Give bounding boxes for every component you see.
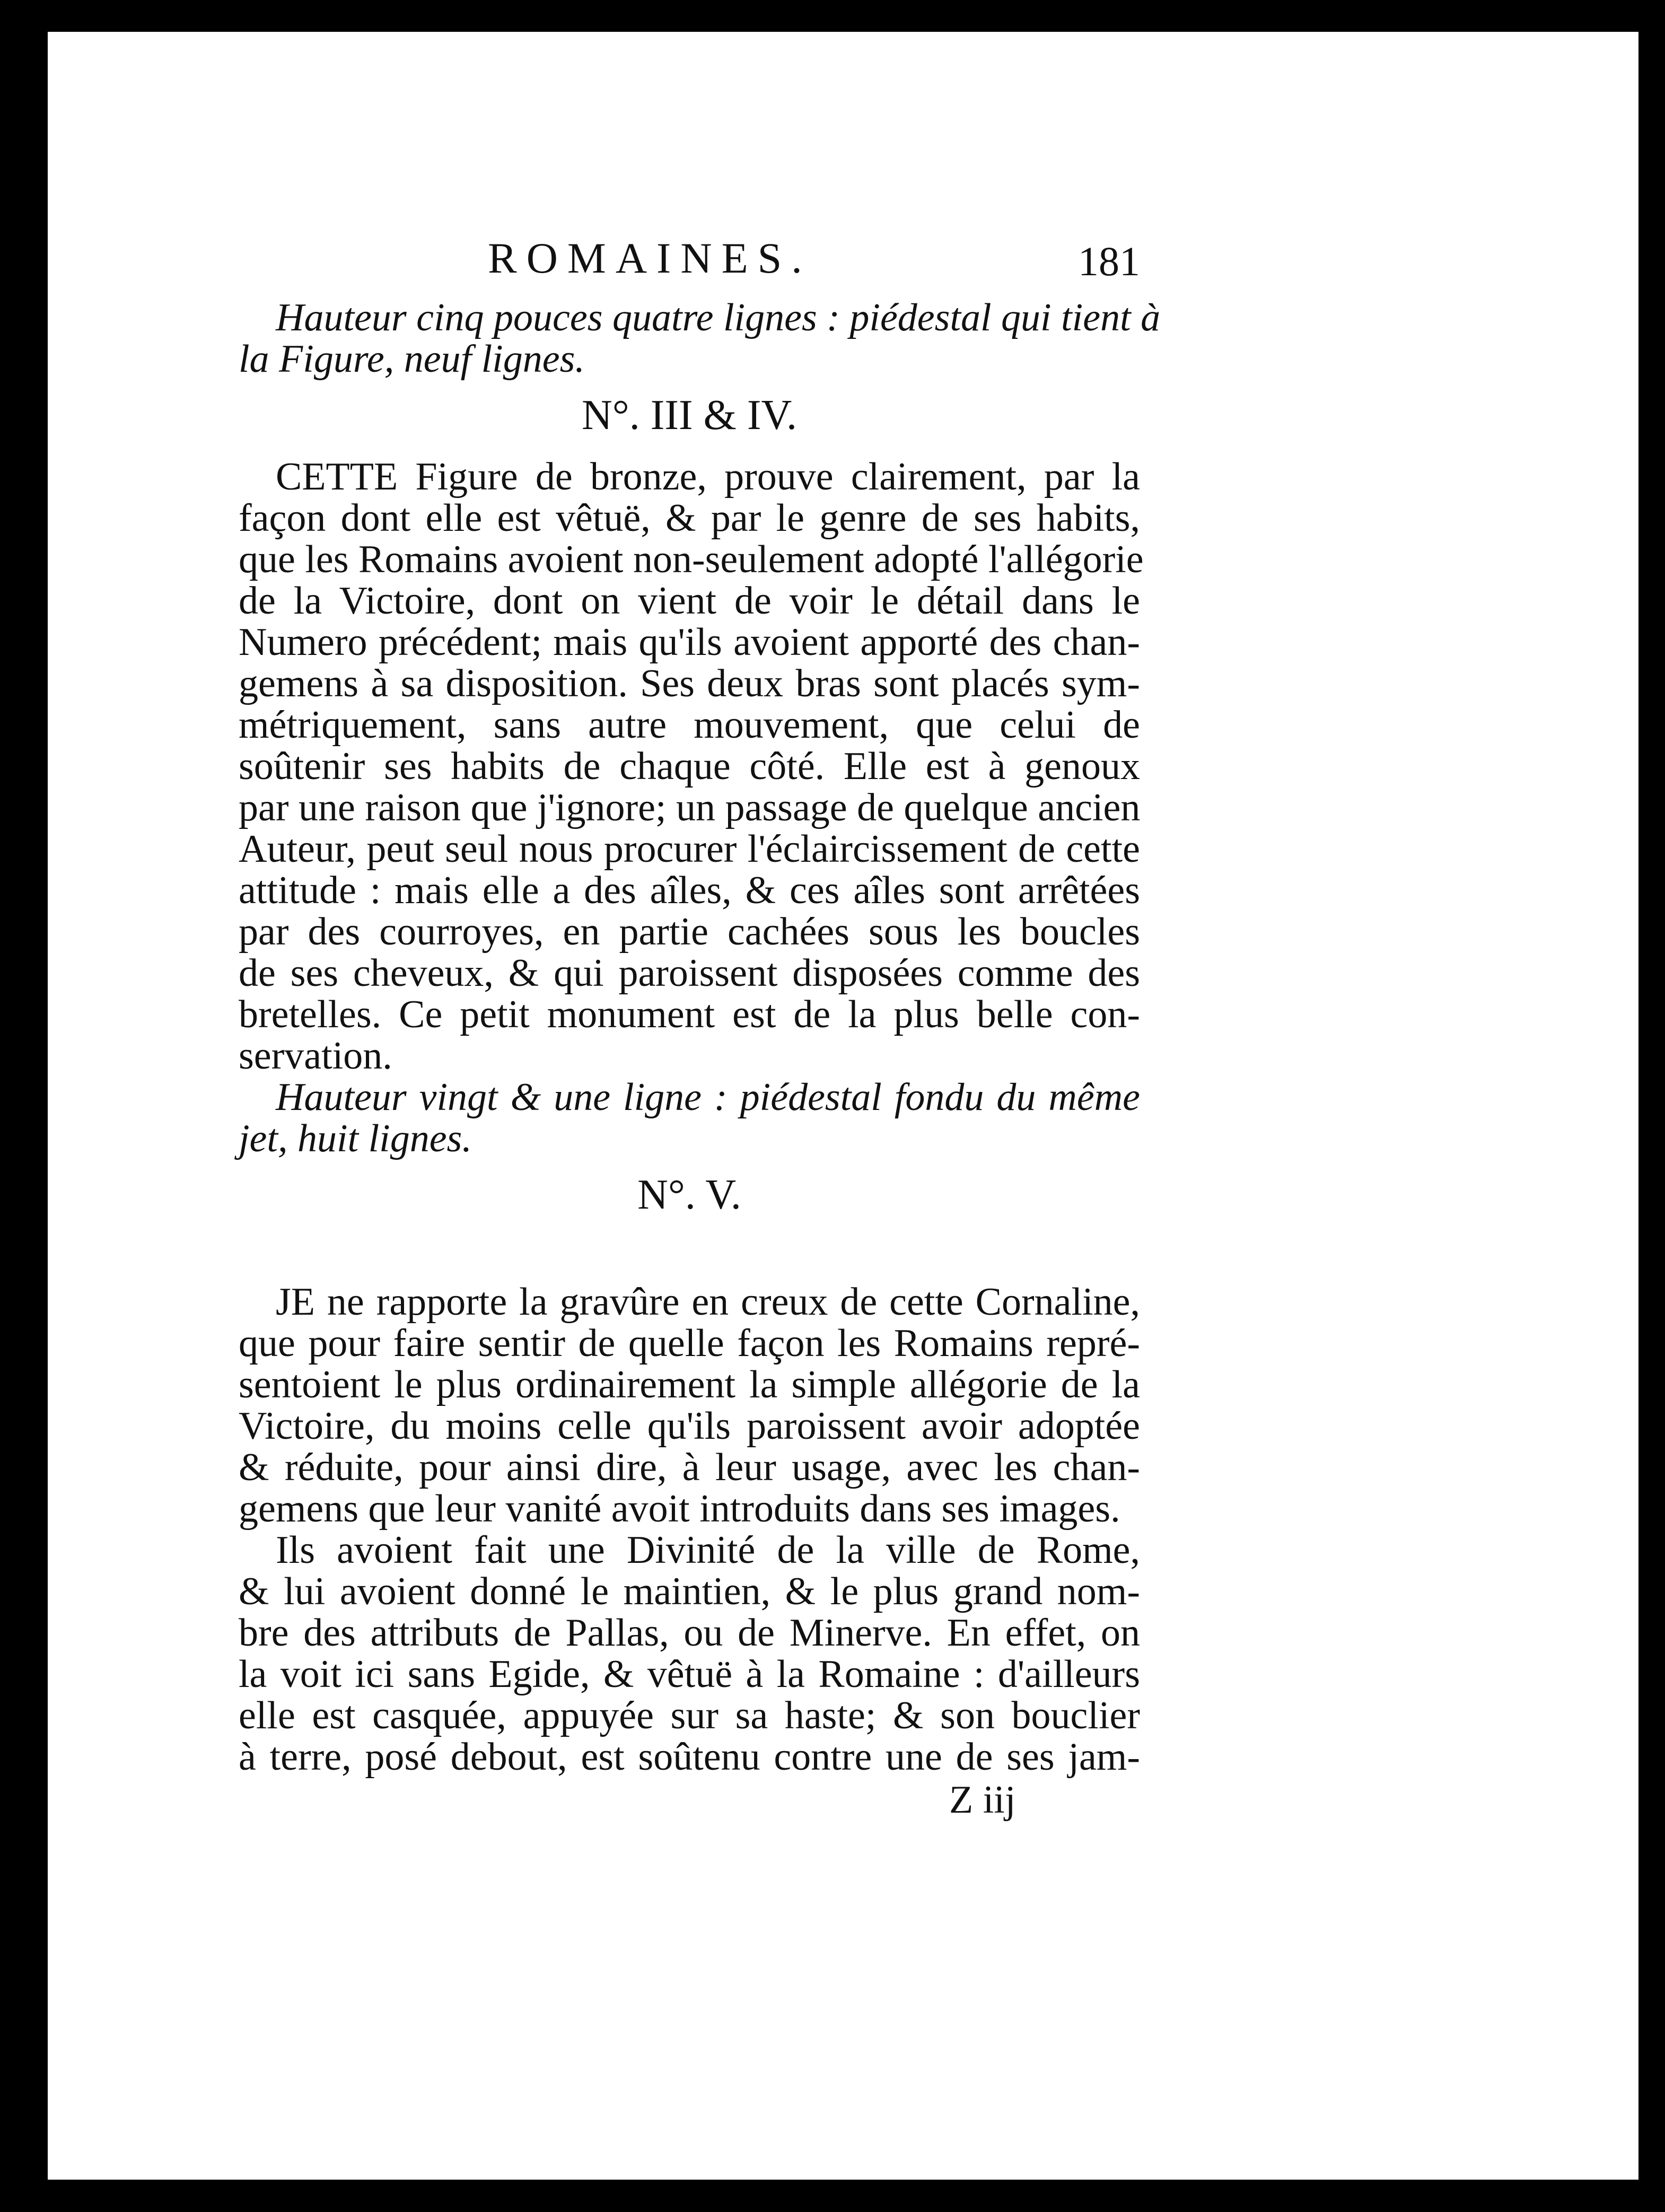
section-heading-iii-iv: N°. III & IV.: [581, 392, 797, 439]
page-number: 181: [1078, 238, 1140, 284]
paragraph-3: [239, 1529, 1140, 1778]
paragraph-line: que pour faire sentir de quelle façon les Romains repré-: [239, 1322, 1140, 1365]
running-head: [239, 233, 1140, 297]
paragraph-line: attitude : mais elle a des aîles, & ces aîles sont arrêtées: [239, 869, 1140, 912]
note-line: Hauteur vingt & une ligne : piédestal fondu du même: [276, 1076, 1140, 1119]
paragraph-line: à terre, posé debout, est soûtenu contre une de ses jam-: [239, 1735, 1140, 1779]
paragraph-line: bre des attributs de Pallas, ou de Minerve. En effet, on: [239, 1611, 1140, 1655]
paragraph-line: façon dont elle est vêtuë, & par le genre de ses habits,: [239, 496, 1140, 540]
paragraph-line: gemens à sa disposition. Ses deux bras sont placés sym-: [239, 662, 1140, 705]
signature-mark: Z iij: [949, 1778, 1016, 1822]
book-page: [48, 32, 1638, 2180]
note-2: [239, 1077, 1140, 1159]
note-line: Hauteur cinq pouces quatre lignes : piédestal qui tient à: [276, 296, 1161, 339]
top-note: [239, 296, 1161, 381]
paragraph-line: JE ne rapporte la gravûre en creux de cette Cornaline,: [276, 1280, 1140, 1324]
paragraph-line: Numero précédent; mais qu'ils avoient apporté des chan-: [239, 620, 1140, 664]
paragraph-line: Auteur, peut seul nous procurer l'éclaircissement de cette: [239, 827, 1140, 871]
paragraph-line: sentoient le plus ordinairement la simple allégorie de la: [239, 1363, 1140, 1406]
paragraph-line: par une raison que j'ignore; un passage de quelque ancien: [239, 786, 1141, 829]
paragraph-line: CETTE Figure de bronze, prouve clairement, par la: [276, 455, 1140, 499]
paragraph-line: la voit ici sans Egide, & vêtuë à la Romaine : d'ailleurs: [239, 1653, 1140, 1696]
section-heading-v: N°. V.: [637, 1171, 741, 1218]
paragraph-line: & lui avoient donné le maintien, & le plus grand nom-: [239, 1570, 1140, 1613]
paragraph-line: Victoire, du moins celle qu'ils paroissent avoir adoptée: [239, 1404, 1140, 1448]
paragraph-line: servation.: [239, 1034, 392, 1078]
paragraph-2: [239, 1281, 1140, 1529]
paragraph-line: gemens que leur vanité avoit introduits dans ses images.: [239, 1487, 1120, 1531]
paragraph-line: Ils avoient fait une Divinité de la ville de Rome,: [276, 1528, 1140, 1572]
paragraph-line: elle est casquée, appuyée sur sa haste; & son bouclier: [239, 1694, 1140, 1737]
paragraph-line: par des courroyes, en partie cachées sous les boucles: [239, 910, 1140, 954]
paragraph-line: de ses cheveux, & qui paroissent disposées comme des: [239, 951, 1140, 995]
paragraph-line: que les Romains avoient non-seulement adopté l'allégorie: [239, 538, 1144, 581]
paragraph-line: bretelles. Ce petit monument est de la plus belle con-: [239, 993, 1140, 1036]
text-block: [239, 233, 1161, 1822]
running-title: ROMAINES.: [488, 234, 812, 282]
paragraph-line: de la Victoire, dont on vient de voir le détail dans le: [239, 579, 1140, 623]
paragraph-1: [239, 455, 1144, 1078]
spacer: [239, 1236, 1140, 1281]
paragraph-line: soûtenir ses habits de chaque côté. Elle est à genoux: [239, 745, 1140, 788]
note-line: jet, huit lignes.: [239, 1117, 472, 1160]
paragraph-line: & réduite, pour ainsi dire, à leur usage, avec les chan-: [239, 1446, 1140, 1489]
note-line: la Figure, neuf lignes.: [239, 337, 585, 381]
paragraph-line: métriquement, sans autre mouvement, que celui de: [239, 703, 1140, 747]
